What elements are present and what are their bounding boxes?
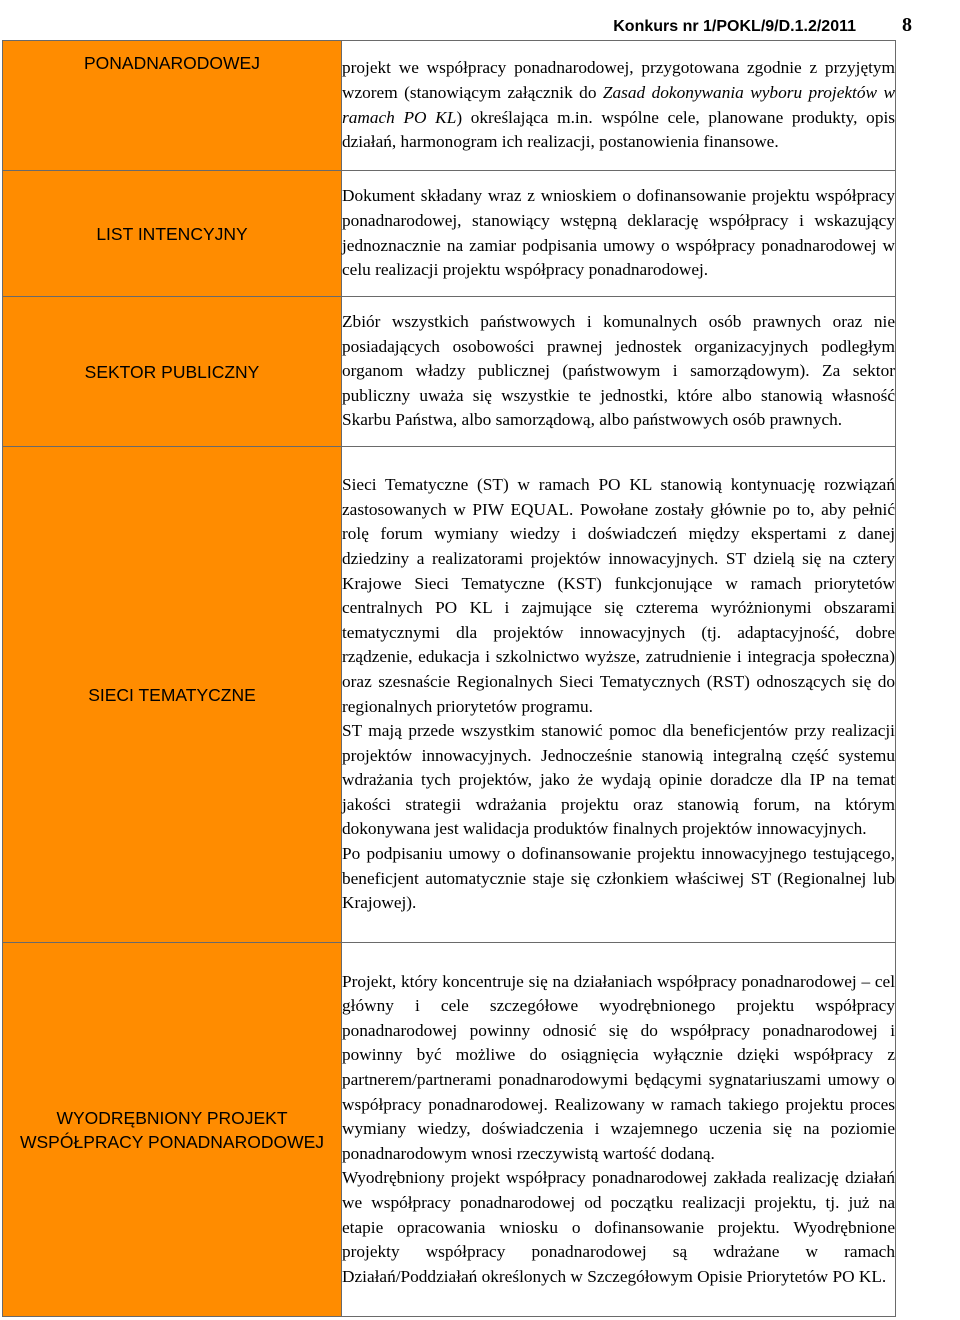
definition-text: ) określająca m.in. wspólne cele, planowane produkty, opis działań, harmonogram ich realizacji, postanowienia finansowe. bbox=[342, 107, 895, 152]
term-label: SIECI TEMATYCZNE bbox=[88, 684, 256, 705]
glossary-table bbox=[2, 40, 896, 1317]
definition-paragraph: Zbiór wszystkich państwowych i komunalnych osób prawnych oraz nie posiadających osobowości prawnej jednostek organizacyjnych podległym organom władzy publicznej (państwowym i samorządowym). Za sektor publiczny uważa się wszystkie te jednostki, które albo stanowią własność Skarbu Państwa, albo samorządową, albo państwowych osób prawnych. bbox=[342, 312, 895, 430]
term-label: LIST INTENCYJNY bbox=[96, 223, 248, 244]
definition-paragraph: Po podpisaniu umowy o dofinansowanie projektu innowacyjnego testującego, beneficjent automatycznie staje się członkiem właściwej ST (Regionalnej lub Krajowej). bbox=[342, 844, 895, 913]
glossary-row bbox=[3, 447, 896, 943]
definition-paragraph: Dokument składany wraz z wnioskiem o dofinansowanie projektu współpracy ponadnarodowej, stanowiący wstępną deklarację współpracy i wskazujący jednoznacznie na zamiar podpisania umowy o współpracy ponadnarodowej w celu realizacji projektu współpracy ponadnarodowej. bbox=[342, 186, 895, 280]
glossary-definition bbox=[342, 943, 896, 1317]
glossary-term bbox=[3, 943, 342, 1317]
glossary-row bbox=[3, 297, 896, 447]
glossary-term bbox=[3, 171, 342, 297]
contest-number: Konkurs nr 1/POKL/9/D.1.2/2011 bbox=[613, 18, 856, 35]
glossary-definition bbox=[342, 447, 896, 943]
definition-paragraph: ST mają przede wszystkim stanowić pomoc dla beneficjentów przy realizacji projektów innowacyjnych. Jednocześnie stanowią integralną część systemu wdrażania tych projektów, jako że wydają opinie doradcze dla IP na temat jakości strategii wdrażania projektu oraz stanowią forum, na którym dokonywana jest walidacja produktów finalnych projektów innowacyjnych. bbox=[342, 721, 895, 839]
definition-text: projekt we współpracy ponadnarodowej, przygotowana zgodnie z przyjętym wzorem (stanowiącym załącznik do bbox=[342, 58, 895, 102]
glossary-definition bbox=[342, 41, 896, 171]
glossary-row bbox=[3, 171, 896, 297]
page-number: 8 bbox=[902, 14, 912, 36]
definition-paragraph: Wyodrębniony projekt współpracy ponadnarodowej zakłada realizację działań we współpracy ponadnarodowej od początku realizacji projektu, tj. już na etapie opracowania wniosku o dofinansowanie projektu. Wyodrębnione projekty współpracy ponadnarodowej są wdrażane w ramach Działań/Poddziałań określonych w Szczegółowym Opisie Priorytetów PO KL. bbox=[342, 1168, 895, 1286]
glossary-term bbox=[3, 297, 342, 447]
glossary-definition bbox=[342, 171, 896, 297]
term-label: SEKTOR PUBLICZNY bbox=[84, 361, 260, 382]
definition-paragraph bbox=[342, 56, 895, 154]
glossary-row bbox=[3, 41, 896, 171]
term-label: PONADNARODOWEJ bbox=[84, 53, 260, 73]
glossary-row bbox=[3, 943, 896, 1317]
glossary-term bbox=[3, 41, 342, 171]
definition-paragraph: Projekt, który koncentruje się na działaniach współpracy ponadnarodowej – cel główny i cele szczegółowe wyodrębnionego projektu współpracy ponadnarodowej powinny odnosić się do współpracy ponadnarodowej i powinny być możliwe do osiągnięcia wyłącznie dzięki współpracy z partnerem/partnerami ponadnarodowymi będącymi sygnatariuszami umowy o współpracy ponadnarodowej. Realizowany w ramach takiego projektu proces wymiany wiedzy, doświadczenia i wzajemnego uczenia się na poziomie ponadnarodowym wnosi rzeczywistą wartość dodaną. bbox=[342, 971, 895, 1163]
term-label: WYODRĘBNIONY PROJEKT WSPÓŁPRACY PONADNARODOWEJ bbox=[19, 1107, 325, 1152]
glossary-term bbox=[3, 447, 342, 943]
glossary-definition bbox=[342, 297, 896, 447]
definition-italic-text: Zasad dokonywania wyboru projektów w ramach PO KL bbox=[342, 82, 895, 127]
definition-paragraph: Sieci Tematyczne (ST) w ramach PO KL stanowią kontynuację rozwiązań zastosowanych w PIW EQUAL. Powołane zostały głównie po to, aby pełnić rolę forum wymiany wiedzy i doświadczeń między ekspertami z danej dziedziny a realizatorami projektów innowacyjnych. ST dzielą się na cztery Krajowe Sieci Tematyczne (KST) funkcjonujące w ramach priorytetów centralnych PO KL i zajmujące się czterema wyróżnionymi obszarami tematycznymi dla projektów innowacyjnych (tj. adaptacyjność, dobre rządzenie, edukacja i szkolnictwo wyższe, zatrudnienie i integracja społeczna) oraz szesnaście Regionalnych Sieci Tematycznych (RST) odnoszących się do regionalnych priorytetów programu. bbox=[342, 475, 895, 716]
